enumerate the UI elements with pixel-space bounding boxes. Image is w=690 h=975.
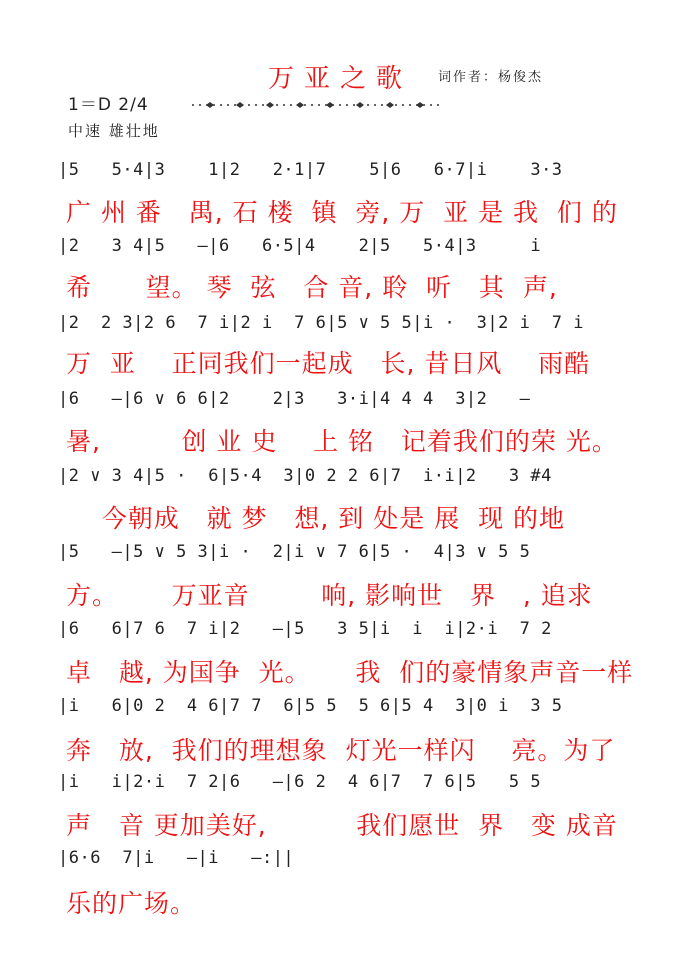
notation-row-8: |i 6|0 2 4 6|7 7 6|5 5 5 6|5 4 3|0 i 3 5 bbox=[58, 696, 563, 716]
notation-row-3: |2 2 3|2 6 7 i|2 i 7 6|5 ∨ 5 5|i · 3|2 i 7 i bbox=[58, 313, 585, 333]
lyrics-row-3: 万 亚 正同我们一起成 长, 昔日风 雨酷 bbox=[66, 349, 591, 378]
lyrics-row-7: 卓 越, 为国争 光。 我 们的豪情象声音一样 bbox=[66, 658, 634, 687]
decorative-dotted-rule bbox=[192, 100, 444, 110]
tempo-marking: 中速 雄壮地 bbox=[68, 122, 160, 140]
song-title: 万亚之歌 bbox=[268, 64, 413, 94]
notation-row-10: |6·6 7|i —|i —:|| bbox=[58, 848, 295, 868]
lyrics-row-6: 方。 万亚音 响, 影响世 界 , 追求 bbox=[66, 581, 593, 610]
lyrics-row-5: 今朝成 就 梦 想, 到 处是 展 现 的地 bbox=[66, 504, 566, 533]
notation-row-2: |2 3 4|5 —|6 6·5|4 2|5 5·4|3 i bbox=[58, 236, 542, 256]
key-signature: 1＝D 2/4 bbox=[68, 95, 149, 115]
notation-row-9: |i i|2·i 7 2|6 —|6 2 4 6|7 7 6|5 5 5 bbox=[58, 772, 542, 792]
notation-row-7: |6 6|7 6 7 i|2 —|5 3 5|i i i|2·i 7 2 bbox=[58, 619, 552, 639]
lyrics-row-8: 奔 放, 我们的理想象 灯光一样闪 亮。为了 bbox=[66, 736, 616, 765]
lyrics-row-10: 乐的广场。 bbox=[66, 889, 197, 918]
lyrics-row-4: 暑, 创 业 史 上 铭 记着我们的荣 光。 bbox=[66, 427, 618, 456]
lyrics-row-2: 希 望。 琴 弦 合 音, 聆 听 其 声, bbox=[66, 273, 558, 302]
notation-row-6: |5 —|5 ∨ 5 3|i · 2|i ∨ 7 6|5 · 4|3 ∨ 5 5 bbox=[58, 542, 531, 562]
notation-row-5: |2 ∨ 3 4|5 · 6|5·4 3|0 2 2 6|7 i·i|2 3 #4 bbox=[58, 466, 552, 486]
lyricist-credit: 词作者：杨俊杰 bbox=[438, 70, 544, 85]
notation-row-1: |5 5·4|3 1|2 2·1|7 5|6 6·7|i 3·3 bbox=[58, 160, 563, 180]
lyrics-row-1: 广 州 番 禺, 石 楼 镇 旁, 万 亚 是 我 们 的 bbox=[66, 198, 618, 227]
lyrics-row-9: 声 音 更加美好, 我们愿世 界 变 成音 bbox=[66, 811, 618, 840]
notation-row-4: |6 —|6 ∨ 6 6|2 2|3 3·i|4 4 4 3|2 — bbox=[58, 389, 531, 409]
